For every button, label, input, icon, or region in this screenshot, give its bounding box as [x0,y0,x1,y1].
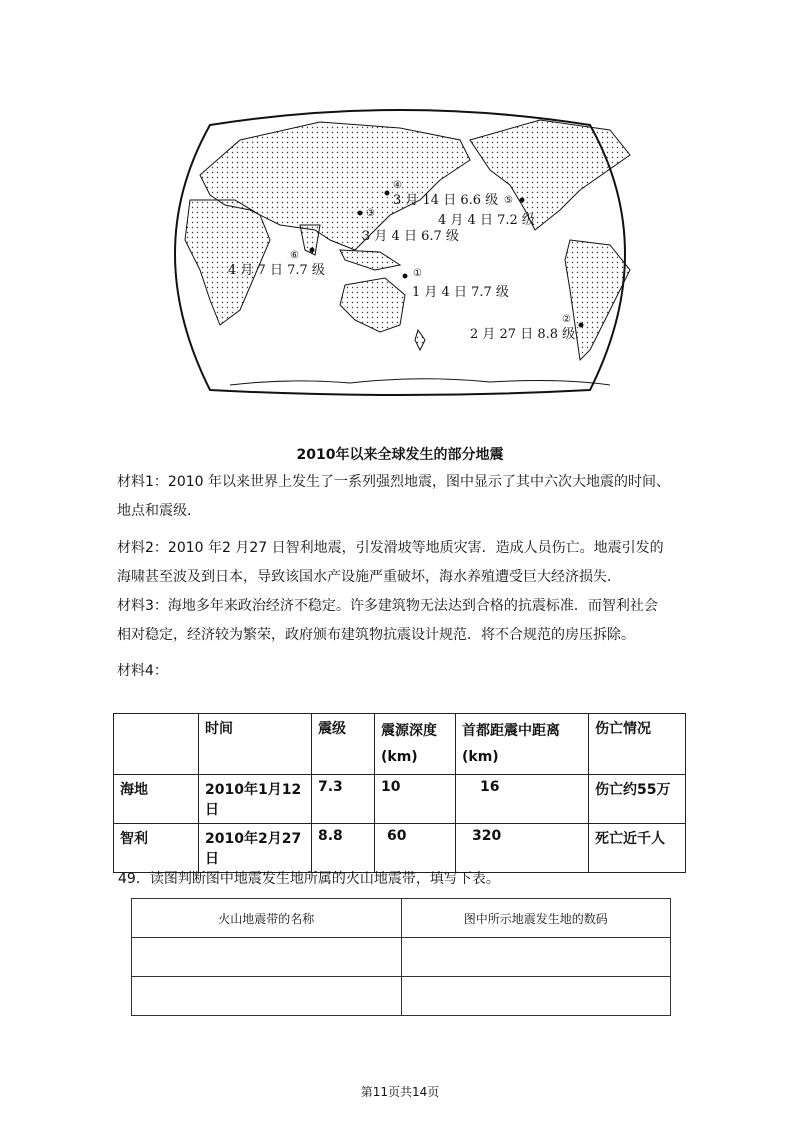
quake-point-5 [520,198,525,203]
table-header-cell: 首都距震中距离 (km) [456,714,589,775]
material-1-line-1: 材料1：2010 年以来世界上发生了一系列强烈地震，图中显示了其中六次大地震的时间、 [117,474,670,490]
table-header-cell: 震源深度 (km) [375,714,456,775]
quake-number-2: ② [562,314,571,325]
table-cell: 2010年1月12日 [199,775,312,824]
table-cell: 16 [456,775,589,824]
table-cell: 2010年2月27日 [199,824,312,873]
table-cell: 320 [456,824,589,873]
map-caption: 2010年以来全球发生的部分地震 [296,447,504,463]
table-row [114,824,686,873]
quake-label-3: 3 月 4 日 6.7 级 [362,229,459,244]
table-cell: 伤亡约55万 [589,775,686,824]
table-cell: 海地 [114,775,199,824]
material-2 [117,534,697,592]
question-49: 49．读图判断图中地震发生地所属的火山地震带，填写下表。 [118,871,500,887]
material-1-line-2: 地点和震级. [117,503,192,519]
quake-number-5: ⑤ [504,195,513,206]
table-cell: 8.8 [312,824,375,873]
material-1 [117,468,697,526]
material-3-line-2: 相对稳定，经济较为繁荣，政府颁布建筑物抗震设计规范．将不合规范的房压拆除。 [117,627,635,643]
quake-point-6 [310,248,315,253]
se-asia-islands [340,250,400,270]
table-cell: 60 [375,824,456,873]
answer-row [132,977,671,1016]
quake-number-4: ④ [393,180,402,191]
page-footer: 第11页共14页 [360,1085,440,1099]
table-cell: 死亡近千人 [589,824,686,873]
quake-label-1: 1 月 4 日 7.7 级 [412,285,509,300]
quake-point-2 [579,323,584,328]
table-row [114,775,686,824]
material-3 [117,592,697,650]
table-header-cell: 时间 [199,714,312,775]
quake-number-3: ③ [366,208,375,219]
australia-landmass [340,278,405,332]
answer-cell[interactable] [132,938,402,977]
earthquake-table [113,713,686,873]
answer-cell[interactable] [401,938,671,977]
world-map [140,100,660,400]
answer-row [132,938,671,977]
answer-header-name: 火山地震带的名称 [132,899,402,938]
quake-number-1: ① [413,268,422,279]
answer-header-number: 图中所示地震发生地的数码 [401,899,671,938]
material-2-line-1: 材料2：2010 年2 月27 日智利地震，引发滑坡等地质灾害．造成人员伤亡。地震引发的 [117,540,664,556]
table-cell: 10 [375,775,456,824]
material-2-line-2: 海啸甚至波及到日本，导致该国水产设施严重破坏，海水养殖遭受巨大经济损失． [117,569,621,585]
quake-label-4: 3 月 14 日 6.6 级 [393,193,499,208]
table-header-row [114,714,686,775]
quake-label-2: 2 月 27 日 8.8 级 [470,327,576,342]
quake-label-5: 4 月 4 日 7.2 级 [438,213,535,228]
quake-point-3 [358,211,363,216]
material-4-label: 材料4： [117,663,168,679]
antarctica-outline [230,379,610,385]
table-cell: 智利 [114,824,199,873]
new-zealand-landmass [415,330,425,350]
table-header-cell: 伤亡情况 [589,714,686,775]
table-header-cell: 震级 [312,714,375,775]
answer-table [131,898,671,1016]
material-3-line-1: 材料3：海地多年来政治经济不稳定。许多建筑物无法达到合格的抗震标准．而智利社会 [117,598,658,614]
table-cell: 7.3 [312,775,375,824]
quake-point-1 [403,274,408,279]
quake-number-6: ⑥ [290,250,299,261]
table-header-cell [114,714,199,775]
material-4 [117,657,697,686]
quake-label-6: 4 月 7 日 7.7 级 [228,263,325,278]
answer-header-row [132,899,671,938]
answer-cell[interactable] [401,977,671,1016]
quake-point-4 [385,191,390,196]
answer-cell[interactable] [132,977,402,1016]
